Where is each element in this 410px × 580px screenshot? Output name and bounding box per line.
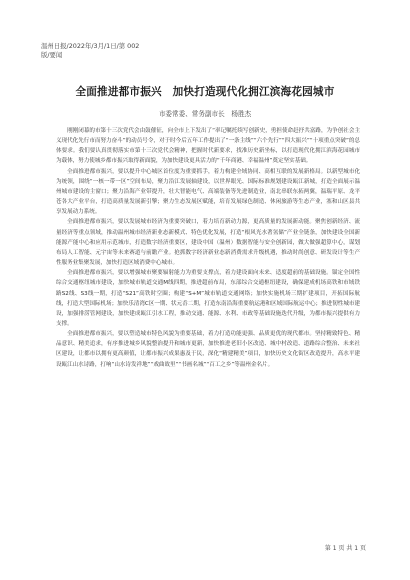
document-meta [41,42,139,60]
article-author: 市委常委、常务副市长 杨胜杰 [158,110,252,118]
article-title: 全面推进都市振兴 加快打造现代化拥江滨海花园城市 [75,86,335,98]
paragraph: 全面推进都市振兴，要以塑造城市特色风貌为重要基础，着力打造功能更强、品质更优的现代都市。坚持精致特色、精品意识、精美追求，有序推进城乡风貌整治提升和城市更新，加快推进老旧小区改造、城中村改造、道路综合整治、未来社区建设，让都市以拥有更高颜值，让都市振兴成果惠及于民，深化“精建精美”项目，加快历史文化街区改造提升，高水平建设瓯江山水诗路，打响“山水诗发祥地”“戏曲故里”“书画名城”“百工之乡”等温州金名片。 [56,331,360,368]
page-number: 第 1 页 共 1 页 [324,545,366,552]
paragraph: 刚刚闭幕的市第十三次党代会由鼓催征，向全市上下发出了“率记嘱托续写创新史，勇担使命赶抒共富路，为争创社会主义现代化先行市而努力奋斗”的动员号令，对于时今后五年工作提出了“一条主线”“六个先行”“四大振兴”“十项重点突破”的总体要求。我们要认真贯彻落实市第十三次党代会精神，把握时代新要求，找准历史新坐标，以打造现代化拥江滨海花园城市为载体，努力使城乡都市振兴取得新面貌，为加快建设更具活力的“千年商港、幸福温州”奠定坚实基础。 [56,128,360,165]
paragraph: 全面推进都市振兴，要以提升中心城区首位度为重要抓手，着力构建全域协同、高相互联的发展新格局。以新型城市化为统领，围绕“一核一带一区”空间布局，聚力沿江发展轴建设，以世界眼光、国际标准规划建设瓯江新城，打造全面展示温州城市建设的主窗口；聚力沿海产业带提升，壮大智能电气、高端装备等先进制造业，南北串联东拓两翼，温瑞平原、龙平苍各大产业平台，打造高质量发展新引擎；聚力生态发展区赋能，培育发展绿色制造、休闲旅游等生态产业，塞和山区县共享发展动力系统。 [56,168,360,216]
paragraph: 全面推进都市振兴，要以增强城市聚要辐射能力为重要支撑点，着力建设面向未来、适度超前的基础设施。锚定全国性综合交通枢纽城市建设，加快城市轨道交通M线四期，推进超前布局，东部综合交通枢纽建设，确保建成机场高铁和市域铁路S2线、S3线一期，打造“S21”高铁时空圈；构建“S+M”城市轨道交通网络；加快实施机场三期扩建项目，开拓国际航线，打造大型国际机场；加快乐清湾C区一期、状元岙二期，打造东南沿海重要航运港和区域国际航运中心；推进韧性城市建设，加强排涝管网建设，加快建成瓯江引水工程，推动交通、能源、水利、市政等基础设施迭代升级，为都市振兴提供有力支撑。 [56,270,360,327]
section-line: 版/要闻 [41,51,63,59]
paragraph: 全面推进都市振兴，要以发展城市经济为重要突破口，着力培育新动力源，更高质量的发展新动能。聚焦创新经济、流量经济等重点领域，推动温州城市经济新业态新模式、特色优化发展，打造“根风光水著氢储”产业全链条，加快建设全国新能源产能中心和应用示范城市，打造数字经济重要区，建设中国（温州）数据智能与安全创新园，做大做强超算中心，谋划布局人工智能、元宇宙等未来赛道与前瞻产业。抢抓数字经济新业态新消费需求升级机遇，推动时尚创意、研发设计等生产性服务业集聚发展，加快打造区域消费中心城市。 [56,219,360,267]
article-body [56,126,360,370]
source-line: 温州日报/2022年/3月/1日/第 002 [41,42,140,50]
